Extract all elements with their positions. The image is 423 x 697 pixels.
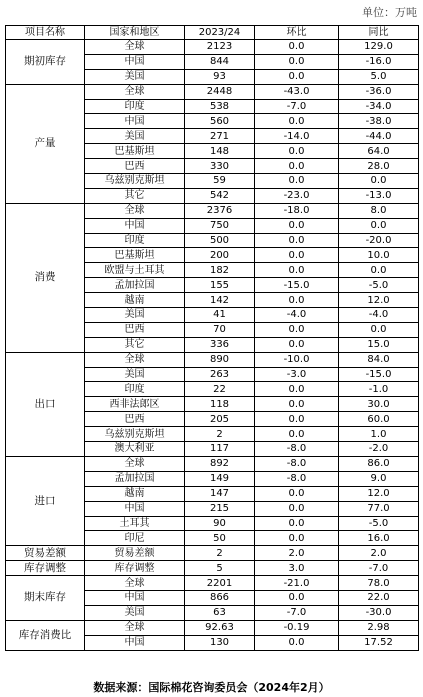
table-row (6, 84, 419, 99)
mom-cell: 0.0 (255, 218, 339, 233)
table-row (6, 620, 419, 635)
mom-cell: -18.0 (255, 203, 339, 218)
unit-label: 单位：万吨 (362, 6, 417, 19)
region-cell: 美国 (85, 367, 185, 382)
yoy-cell: -15.0 (339, 367, 419, 382)
yoy-cell: 30.0 (339, 397, 419, 412)
table-header-row (6, 26, 419, 40)
value-cell: 50 (185, 531, 255, 546)
mom-cell: -4.0 (255, 308, 339, 323)
yoy-cell: -13.0 (339, 188, 419, 203)
region-cell: 孟加拉国 (85, 278, 185, 293)
yoy-cell: -1.0 (339, 382, 419, 397)
yoy-cell: 9.0 (339, 471, 419, 486)
value-cell: 200 (185, 248, 255, 263)
table-body (6, 40, 419, 651)
region-cell: 美国 (85, 129, 185, 144)
yoy-cell: -7.0 (339, 561, 419, 576)
yoy-cell: 15.0 (339, 337, 419, 352)
mom-cell: 0.0 (255, 337, 339, 352)
mom-cell: -15.0 (255, 278, 339, 293)
mom-cell: 0.0 (255, 382, 339, 397)
region-cell: 巴西 (85, 412, 185, 427)
value-cell: 149 (185, 471, 255, 486)
mom-cell: -43.0 (255, 84, 339, 99)
yoy-cell: 60.0 (339, 412, 419, 427)
yoy-cell: 12.0 (339, 293, 419, 308)
region-cell: 欧盟与土耳其 (85, 263, 185, 278)
region-cell: 中国 (85, 501, 185, 516)
mom-cell: -10.0 (255, 352, 339, 367)
value-cell: 2376 (185, 203, 255, 218)
region-cell: 印度 (85, 233, 185, 248)
table-row (6, 456, 419, 471)
region-cell: 全球 (85, 352, 185, 367)
mom-cell: -0.19 (255, 620, 339, 635)
category-cell: 出口 (6, 352, 85, 456)
mom-cell: 0.0 (255, 397, 339, 412)
yoy-cell: 5.0 (339, 69, 419, 84)
header-mom: 环比 (255, 26, 339, 40)
yoy-cell: -44.0 (339, 129, 419, 144)
region-cell: 巴西 (85, 322, 185, 337)
yoy-cell: 2.98 (339, 620, 419, 635)
region-cell: 越南 (85, 293, 185, 308)
value-cell: 93 (185, 69, 255, 84)
value-cell: 63 (185, 605, 255, 620)
mom-cell: -8.0 (255, 442, 339, 457)
yoy-cell: -34.0 (339, 99, 419, 114)
yoy-cell: 8.0 (339, 203, 419, 218)
mom-cell: 2.0 (255, 546, 339, 561)
cotton-balance-table (5, 25, 419, 651)
value-cell: 892 (185, 456, 255, 471)
region-cell: 其它 (85, 188, 185, 203)
yoy-cell: 12.0 (339, 486, 419, 501)
value-cell: 330 (185, 159, 255, 174)
region-cell: 印度 (85, 99, 185, 114)
region-cell: 全球 (85, 84, 185, 99)
region-cell: 全球 (85, 576, 185, 591)
mom-cell: 3.0 (255, 561, 339, 576)
value-cell: 750 (185, 218, 255, 233)
region-cell: 美国 (85, 69, 185, 84)
region-cell: 巴基斯坦 (85, 248, 185, 263)
table-row (6, 576, 419, 591)
region-cell: 全球 (85, 40, 185, 55)
value-cell: 542 (185, 188, 255, 203)
value-cell: 2 (185, 427, 255, 442)
value-cell: 41 (185, 308, 255, 323)
value-cell: 148 (185, 144, 255, 159)
value-cell: 2448 (185, 84, 255, 99)
yoy-cell: 84.0 (339, 352, 419, 367)
region-cell: 中国 (85, 635, 185, 650)
header-item-name: 项目名称 (6, 26, 85, 40)
header-year: 2023/24 (185, 26, 255, 40)
value-cell: 182 (185, 263, 255, 278)
region-cell: 孟加拉国 (85, 471, 185, 486)
yoy-cell: 10.0 (339, 248, 419, 263)
mom-cell: 0.0 (255, 635, 339, 650)
data-source: 数据来源：国际棉花咨询委员会（2024年2月） (93, 681, 330, 694)
mom-cell: 0.0 (255, 263, 339, 278)
value-cell: 22 (185, 382, 255, 397)
mom-cell: -8.0 (255, 471, 339, 486)
value-cell: 271 (185, 129, 255, 144)
region-cell: 澳大利亚 (85, 442, 185, 457)
mom-cell: -14.0 (255, 129, 339, 144)
mom-cell: 0.0 (255, 159, 339, 174)
yoy-cell: 0.0 (339, 263, 419, 278)
region-cell: 越南 (85, 486, 185, 501)
yoy-cell: 78.0 (339, 576, 419, 591)
mom-cell: 0.0 (255, 412, 339, 427)
yoy-cell: 16.0 (339, 531, 419, 546)
yoy-cell: 64.0 (339, 144, 419, 159)
mom-cell: -3.0 (255, 367, 339, 382)
yoy-cell: 0.0 (339, 322, 419, 337)
category-cell: 期初库存 (6, 40, 85, 85)
mom-cell: 0.0 (255, 144, 339, 159)
region-cell: 贸易差额 (85, 546, 185, 561)
value-cell: 890 (185, 352, 255, 367)
mom-cell: -7.0 (255, 605, 339, 620)
table-row (6, 40, 419, 55)
mom-cell: -7.0 (255, 99, 339, 114)
table-row (6, 561, 419, 576)
region-cell: 中国 (85, 590, 185, 605)
yoy-cell: 0.0 (339, 174, 419, 189)
mom-cell: 0.0 (255, 69, 339, 84)
table-row (6, 203, 419, 218)
value-cell: 844 (185, 54, 255, 69)
region-cell: 印度 (85, 382, 185, 397)
mom-cell: 0.0 (255, 516, 339, 531)
value-cell: 560 (185, 114, 255, 129)
value-cell: 205 (185, 412, 255, 427)
value-cell: 92.63 (185, 620, 255, 635)
value-cell: 130 (185, 635, 255, 650)
category-cell: 库存消费比 (6, 620, 85, 650)
region-cell: 中国 (85, 54, 185, 69)
yoy-cell: -2.0 (339, 442, 419, 457)
region-cell: 中国 (85, 218, 185, 233)
region-cell: 全球 (85, 456, 185, 471)
mom-cell: 0.0 (255, 486, 339, 501)
region-cell: 库存调整 (85, 561, 185, 576)
region-cell: 巴基斯坦 (85, 144, 185, 159)
yoy-cell: 17.52 (339, 635, 419, 650)
header-country: 国家和地区 (85, 26, 185, 40)
category-cell: 进口 (6, 456, 85, 545)
value-cell: 336 (185, 337, 255, 352)
region-cell: 乌兹别克斯坦 (85, 174, 185, 189)
mom-cell: 0.0 (255, 54, 339, 69)
region-cell: 乌兹别克斯坦 (85, 427, 185, 442)
region-cell: 全球 (85, 620, 185, 635)
yoy-cell: 2.0 (339, 546, 419, 561)
yoy-cell: -20.0 (339, 233, 419, 248)
value-cell: 70 (185, 322, 255, 337)
region-cell: 西非法郎区 (85, 397, 185, 412)
value-cell: 2201 (185, 576, 255, 591)
region-cell: 中国 (85, 114, 185, 129)
yoy-cell: 77.0 (339, 501, 419, 516)
yoy-cell: -36.0 (339, 84, 419, 99)
category-cell: 贸易差额 (6, 546, 85, 561)
table-row (6, 546, 419, 561)
mom-cell: 0.0 (255, 293, 339, 308)
mom-cell: 0.0 (255, 501, 339, 516)
yoy-cell: 28.0 (339, 159, 419, 174)
value-cell: 5 (185, 561, 255, 576)
mom-cell: -21.0 (255, 576, 339, 591)
value-cell: 155 (185, 278, 255, 293)
yoy-cell: -4.0 (339, 308, 419, 323)
value-cell: 147 (185, 486, 255, 501)
mom-cell: 0.0 (255, 590, 339, 605)
region-cell: 印尼 (85, 531, 185, 546)
yoy-cell: -38.0 (339, 114, 419, 129)
header-yoy: 同比 (339, 26, 419, 40)
value-cell: 117 (185, 442, 255, 457)
category-cell: 产量 (6, 84, 85, 203)
region-cell: 全球 (85, 203, 185, 218)
value-cell: 538 (185, 99, 255, 114)
mom-cell: 0.0 (255, 233, 339, 248)
mom-cell: 0.0 (255, 248, 339, 263)
category-cell: 期末库存 (6, 576, 85, 621)
yoy-cell: 1.0 (339, 427, 419, 442)
mom-cell: 0.0 (255, 531, 339, 546)
region-cell: 美国 (85, 308, 185, 323)
value-cell: 118 (185, 397, 255, 412)
yoy-cell: -5.0 (339, 278, 419, 293)
mom-cell: -23.0 (255, 188, 339, 203)
category-cell: 消费 (6, 203, 85, 352)
yoy-cell: -16.0 (339, 54, 419, 69)
mom-cell: 0.0 (255, 322, 339, 337)
value-cell: 142 (185, 293, 255, 308)
yoy-cell: 22.0 (339, 590, 419, 605)
value-cell: 263 (185, 367, 255, 382)
mom-cell: 0.0 (255, 40, 339, 55)
yoy-cell: 0.0 (339, 218, 419, 233)
mom-cell: 0.0 (255, 114, 339, 129)
value-cell: 500 (185, 233, 255, 248)
region-cell: 巴西 (85, 159, 185, 174)
mom-cell: 0.0 (255, 174, 339, 189)
value-cell: 59 (185, 174, 255, 189)
yoy-cell: -30.0 (339, 605, 419, 620)
value-cell: 866 (185, 590, 255, 605)
mom-cell: -8.0 (255, 456, 339, 471)
value-cell: 2123 (185, 40, 255, 55)
yoy-cell: 129.0 (339, 40, 419, 55)
category-cell: 库存调整 (6, 561, 85, 576)
region-cell: 其它 (85, 337, 185, 352)
yoy-cell: 86.0 (339, 456, 419, 471)
value-cell: 215 (185, 501, 255, 516)
region-cell: 美国 (85, 605, 185, 620)
value-cell: 2 (185, 546, 255, 561)
yoy-cell: -5.0 (339, 516, 419, 531)
mom-cell: 0.0 (255, 427, 339, 442)
region-cell: 土耳其 (85, 516, 185, 531)
table-row (6, 352, 419, 367)
value-cell: 90 (185, 516, 255, 531)
